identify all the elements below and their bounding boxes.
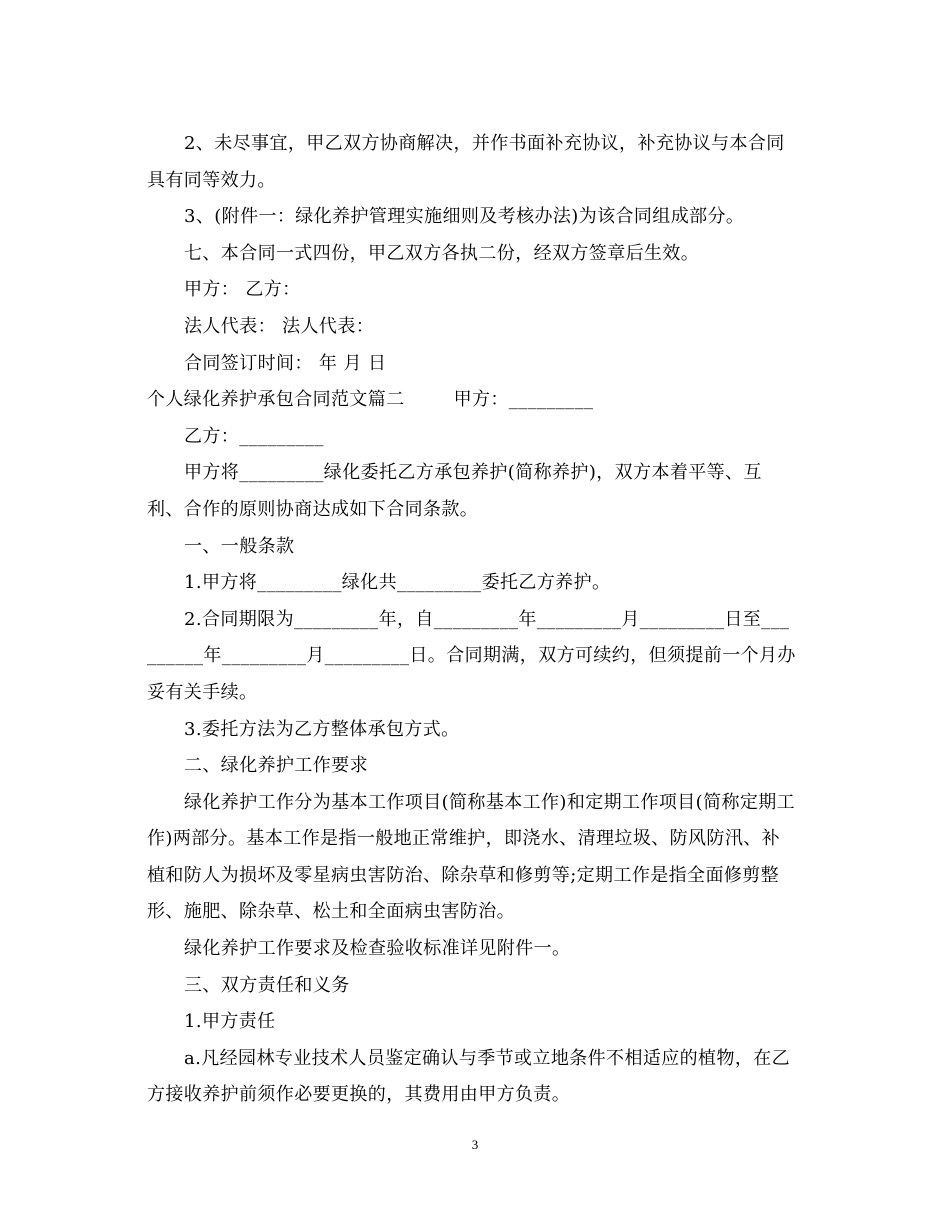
paragraph-entrustment: 甲方将_________绿化委托乙方承包养护(简称养护)，双方本着平等、互利、合作的原则协商达成如下合同条款。 [147,462,762,520]
paragraph-signing-date: 合同签订时间： 年 月 日 [184,352,387,374]
paragraph-copies-clause: 七、本合同一式四份，甲乙双方各执二份，经双方签章后生效。 [184,242,700,264]
heading-general-terms: 一、一般条款 [184,535,295,557]
paragraph-supplement-clause: 2、未尽事宜，甲乙双方协商解决，并作书面补充协议，补充协议与本合同具有同等效力。 [147,133,785,191]
paragraph-parties-signature: 甲方： 乙方： [184,279,301,301]
paragraph-work-description: 绿化养护工作分为基本工作项目(简称基本工作)和定期工作项目(简称定期工作)两部分。基本工作是指一般地正常维护，即浇水、清理垃圾、防风防汛、补植和防人为损坏及零星病虫害防治、除杂草和修剪等;定期工作是指全面修剪整形、施肥、除杂草、松土和全面病虫害防治。 [147,791,796,923]
paragraph-term-1: 1.甲方将_________绿化共_________委托乙方养护。 [184,572,611,594]
page-number: 3 [471,1137,479,1152]
paragraph-legal-representatives: 法人代表： 法人代表： [184,315,375,337]
document-body [147,126,797,1114]
paragraph-party-b: 乙方：_________ [184,425,324,447]
paragraph-term-3: 3.委托方法为乙方整体承包方式。 [184,718,460,740]
paragraph-acceptance-standard: 绿化养护工作要求及检查验收标准详见附件一。 [184,938,571,960]
heading-party-a-responsibility: 1.甲方责任 [184,1011,276,1033]
paragraph-attachment-clause: 3、(附件一：绿化养护管理实施细则及考核办法)为该合同组成部分。 [184,206,745,228]
paragraph-term-2: 2.合同期限为_________年，自_________年_________月_________日至_________年_________月_________日。合同期满，双方可续约，但须提前一个月办妥有关手续。 [147,608,796,703]
heading-responsibilities: 三、双方责任和义务 [184,974,350,996]
heading-work-requirements: 二、绿化养护工作要求 [184,755,368,777]
section-title-contract-two: 个人绿化养护承包合同范文篇二 甲方：_________ [147,389,594,411]
paragraph-plant-replacement: a.凡经园林专业技术人员鉴定确认与季节或立地条件不相适应的植物，在乙方接收养护前须作必要更换的，其费用由甲方负责。 [147,1047,791,1106]
